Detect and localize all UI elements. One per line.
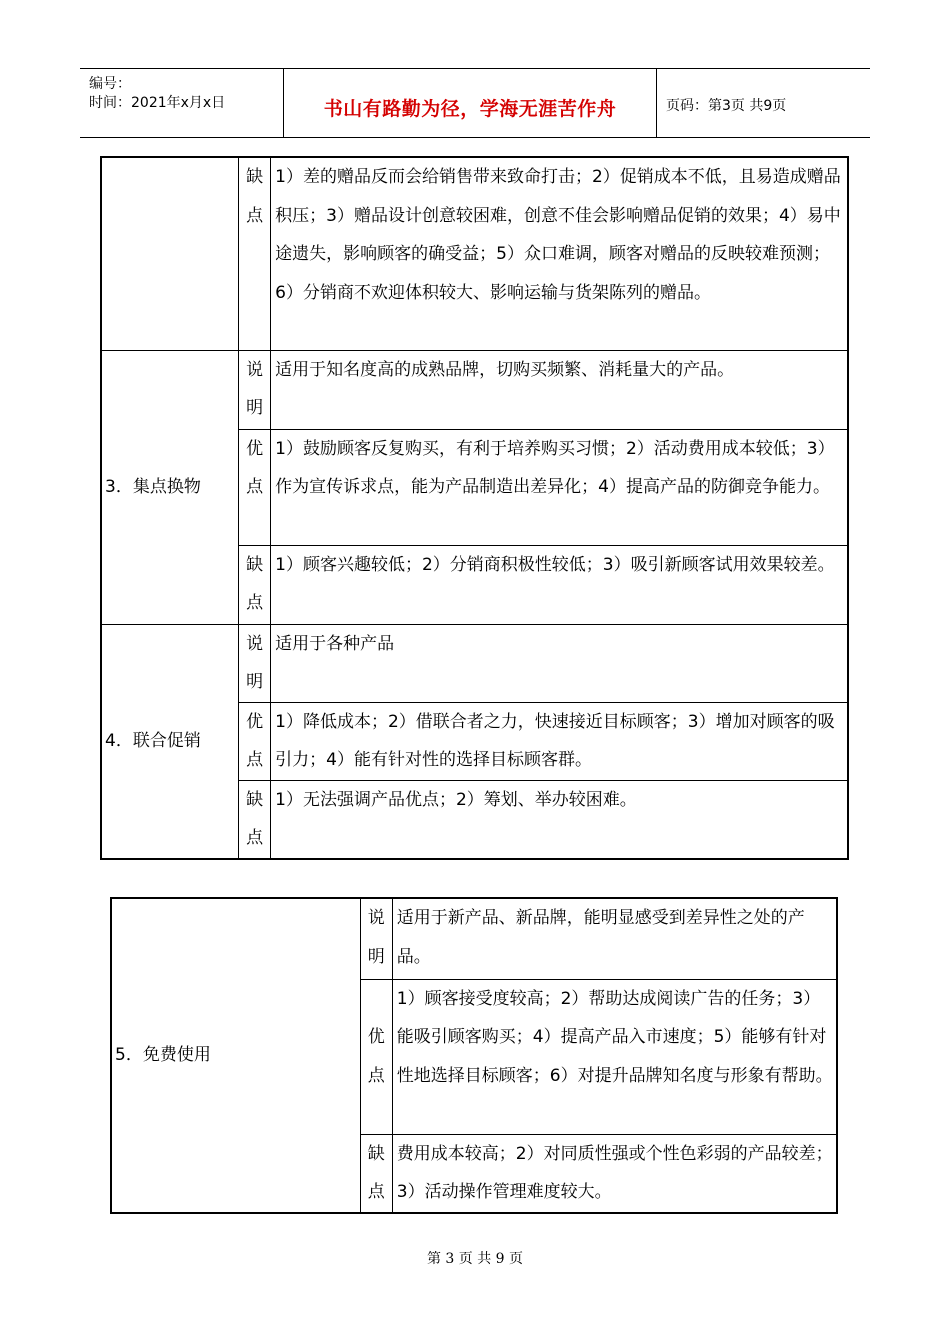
row-subheader: 优点 <box>360 979 392 1134</box>
header-meta-cell <box>80 69 284 137</box>
row-content: 适用于知名度高的成熟品牌，切购买频繁、消耗量大的产品。 <box>271 350 848 429</box>
promotion-table-2 <box>110 897 838 1214</box>
page-footer: 第 3 页 共 9 页 <box>426 1251 524 1267</box>
table-row <box>101 350 848 429</box>
category-cell: 4．联合促销 <box>101 624 239 859</box>
row-content: 1）降低成本；2）借联合者之力，快速接近目标顾客；3）增加对顾客的吸引力；4）能有针对性的选择目标顾客群。 <box>271 702 848 780</box>
row-content: 费用成本较高；2）对同质性强或个性色彩弱的产品较差；3）活动操作管理难度较大。 <box>392 1134 837 1213</box>
row-content: 1）顾客接受度较高；2）帮助达成阅读广告的任务；3）能吸引顾客购买；4）提高产品入市速度；5）能够有针对性地选择目标顾客；6）对提升品牌知名度与形象有帮助。 <box>392 979 837 1134</box>
document-number-label: 编号： <box>89 76 131 92</box>
table-row <box>101 624 848 702</box>
table-row <box>101 157 848 350</box>
header-motto-cell <box>284 69 657 137</box>
row-content: 1）无法强调产品优点；2）筹划、举办较困难。 <box>271 780 848 859</box>
row-subheader: 说明 <box>239 350 271 429</box>
category-cell: 5．免费使用 <box>111 898 360 1213</box>
category-cell: 3．集点换物 <box>101 350 239 624</box>
row-subheader: 说明 <box>360 898 392 979</box>
row-subheader: 优点 <box>239 429 271 545</box>
row-subheader: 缺点 <box>239 157 271 350</box>
row-content: 1）鼓励顾客反复购买，有利于培养购买习惯；2）活动费用成本较低；3）作为宣传诉求点，能为产品制造出差异化；4）提高产品的防御竞争能力。 <box>271 429 848 545</box>
row-subheader: 缺点 <box>360 1134 392 1213</box>
row-content: 1）顾客兴趣较低；2）分销商积极性较低；3）吸引新顾客试用效果较差。 <box>271 545 848 624</box>
header-page-number: 页码：第3页 共9页 <box>666 98 787 114</box>
row-subheader: 缺点 <box>239 780 271 859</box>
row-subheader: 说明 <box>239 624 271 702</box>
row-subheader: 优点 <box>239 702 271 780</box>
promotion-table-1 <box>100 156 849 860</box>
row-content: 适用于各种产品 <box>271 624 848 702</box>
document-time-label: 时间：2021年x月x日 <box>89 95 226 111</box>
header-motto: 书山有路勤为径，学海无涯苦作舟 <box>323 98 617 120</box>
row-content: 适用于新产品、新品牌，能明显感受到差异性之处的产品。 <box>392 898 837 979</box>
category-cell-empty <box>101 157 239 350</box>
row-content: 1）差的赠品反而会给销售带来致命打击；2）促销成本不低，且易造成赠品积压；3）赠品设计创意较困难，创意不佳会影响赠品促销的效果；4）易中途遗失，影响顾客的确受益；5）众口难调，顾客对赠品的反映较难预测；6）分销商不欢迎体积较大、影响运输与货架陈列的赠品。 <box>271 157 848 350</box>
row-subheader: 缺点 <box>239 545 271 624</box>
table-row <box>111 898 837 979</box>
header-page-cell <box>657 69 870 137</box>
page-header <box>80 68 870 138</box>
